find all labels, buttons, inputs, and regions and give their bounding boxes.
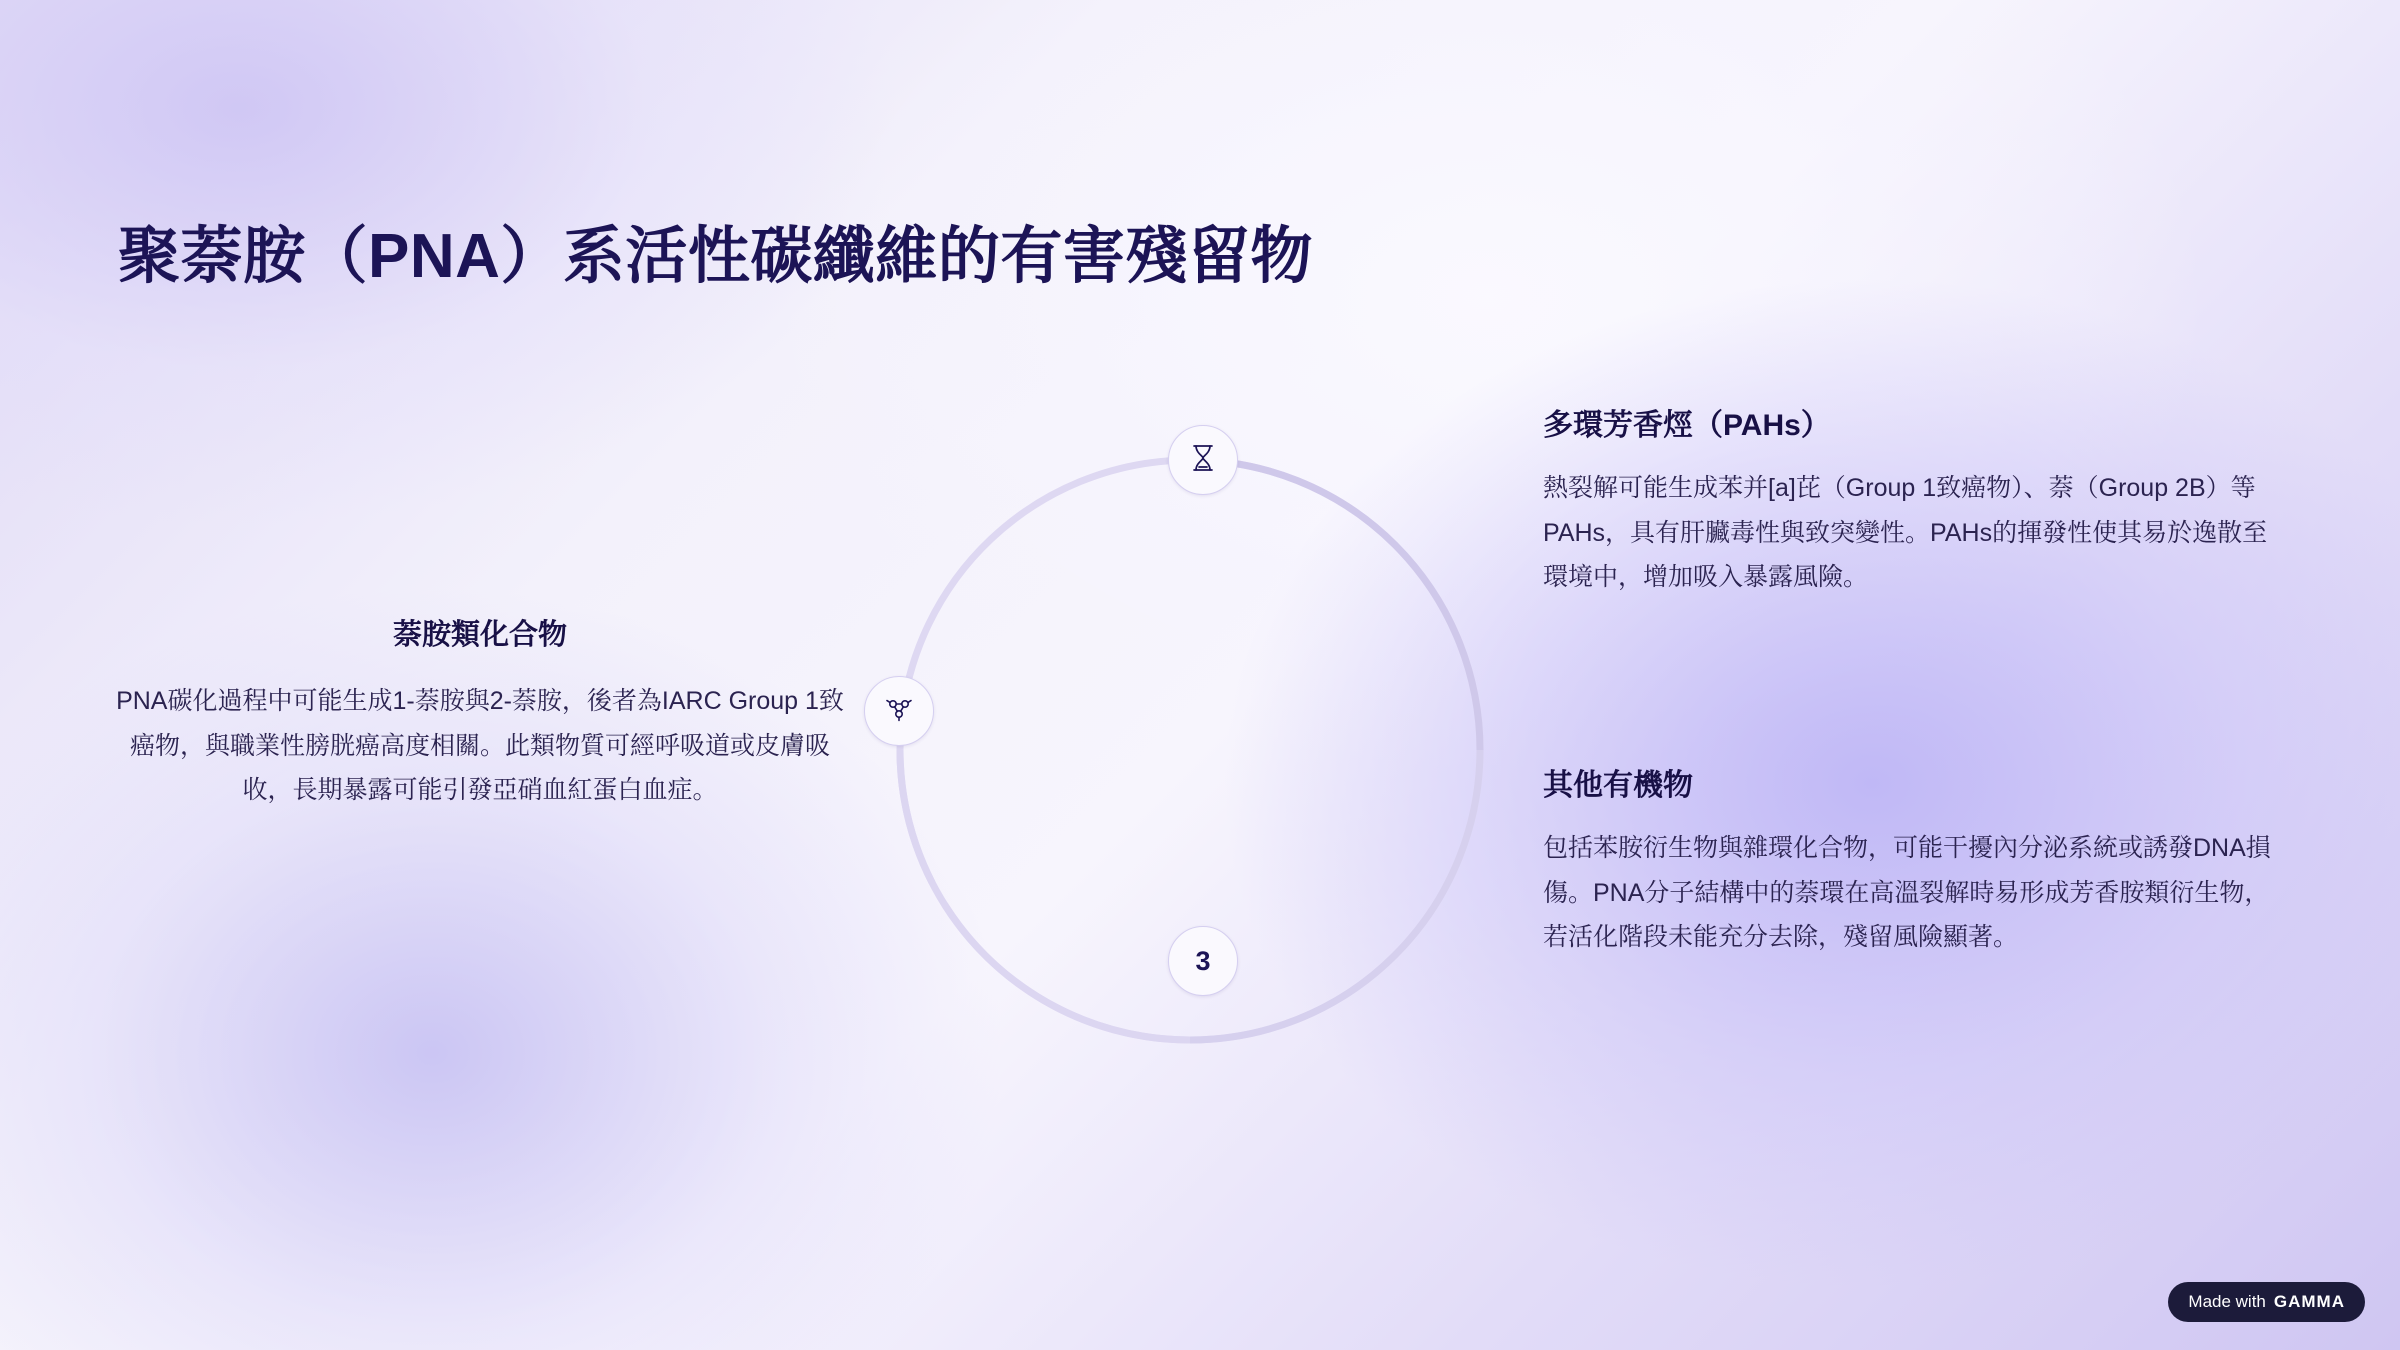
content-block-left	[110, 612, 850, 813]
left-block-heading: 萘胺類化合物	[392, 619, 567, 651]
molecule-icon	[885, 695, 913, 728]
right-top-heading: 多環芳香烴（PAHs）	[1543, 409, 1831, 442]
content-block-right-bottom	[1543, 760, 2273, 960]
cycle-diagram	[880, 440, 1500, 1060]
page-title: 聚萘胺（PNA）系活性碳纖維的有害殘留物	[118, 222, 1313, 291]
content-block-right-top	[1543, 400, 2273, 600]
made-with-gamma-badge[interactable]	[2168, 1282, 2365, 1322]
cycle-node-1[interactable]	[1168, 425, 1238, 495]
ring-segment-2	[1190, 750, 1480, 1040]
right-bottom-body: 包括苯胺衍生物與雜環化合物，可能干擾內分泌系統或誘發DNA損傷。PNA分子結構中的萘環在高溫裂解時易形成芳香胺類衍生物，若活化階段未能充分去除，殘留風險顯著。	[1543, 834, 2271, 951]
gamma-logo: GAMMA	[2273, 1292, 2345, 1311]
badge-prefix: Made with	[2188, 1292, 2266, 1311]
ring-segment-1	[1190, 460, 1480, 750]
ring-segment-3	[900, 750, 1190, 1040]
right-bottom-heading: 其他有機物	[1543, 769, 1693, 802]
cycle-node-2[interactable]	[864, 676, 934, 746]
cycle-node-3[interactable]	[1168, 926, 1238, 996]
right-top-body: 熱裂解可能生成苯并[a]芘（Group 1致癌物）、萘（Group 2B）等PAHs，具有肝臟毒性與致突變性。PAHs的揮發性使其易於逸散至環境中，增加吸入暴露風險。	[1543, 474, 2268, 591]
cycle-node-3-label: 3	[1195, 945, 1211, 976]
hourglass-icon	[1190, 443, 1216, 478]
left-block-body: PNA碳化過程中可能生成1-萘胺與2-萘胺，後者為IARC Group 1致癌物，與職業性膀胱癌高度相關。此類物質可經呼吸道或皮膚吸收，長期暴露可能引發亞硝血紅蛋白血症。	[116, 687, 844, 804]
